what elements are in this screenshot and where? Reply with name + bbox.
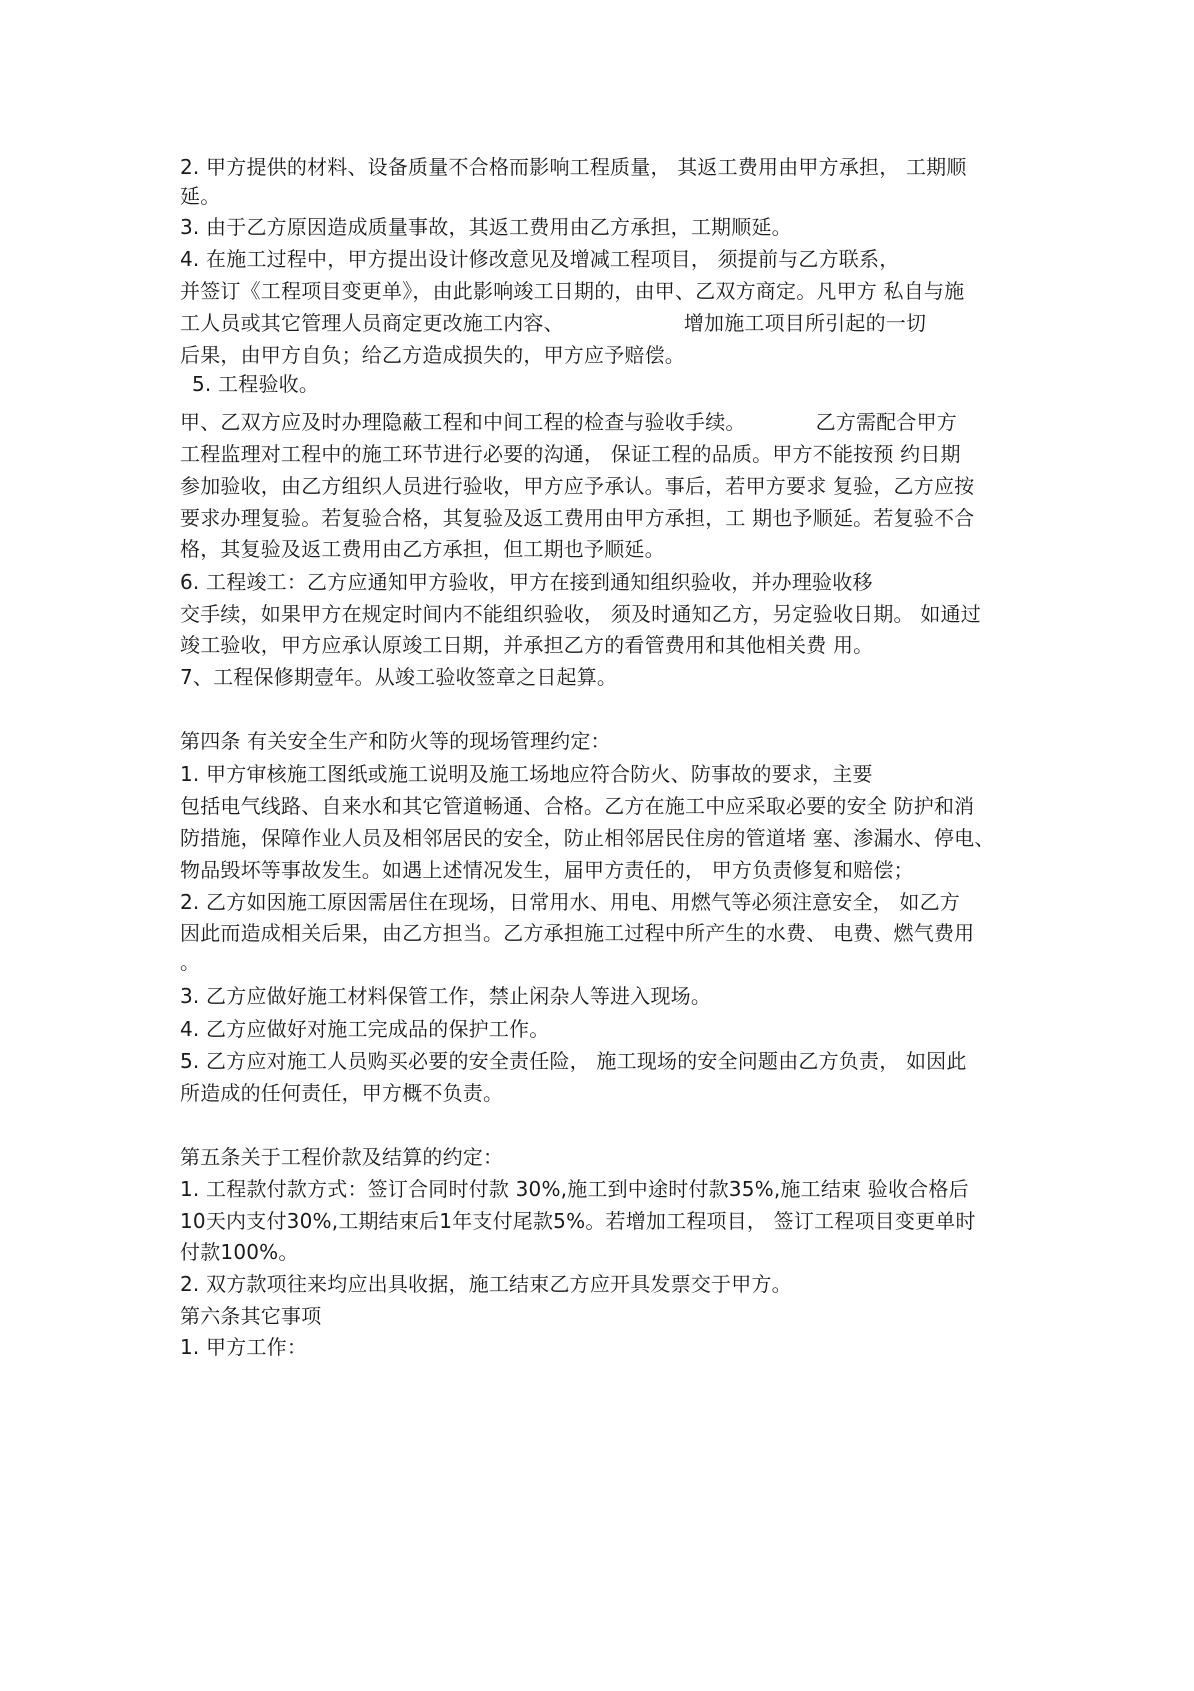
text-line: 所造成的任何责任，甲方概不负责。 — [180, 1081, 504, 1105]
text-line: 4. 在施工过程中，甲方提出设计修改意见及增减工程项目， 须提前与乙方联系， — [180, 247, 900, 271]
text-line: 1. 甲方工作： — [180, 1335, 308, 1359]
text-line: 交手续，如果甲方在规定时间内不能组织验收， 须及时通知乙方，另定验收日期。 如通过 — [180, 602, 981, 626]
text-line: 3. 由于乙方原因造成质量事故，其返工费用由乙方承担，工期顺延。 — [180, 215, 792, 239]
text-line: 4. 乙方应做好对施工完成品的保护工作。 — [180, 1017, 550, 1041]
text-segment: 甲、乙双方应及时办理隐蔽工程和中间工程的检查与验收手续。 — [180, 410, 746, 434]
text-line: 参加验收，由乙方组织人员进行验收，甲方应予承认。事后，若甲方要求 复验，乙方应按 — [180, 474, 975, 498]
text-line — [180, 309, 926, 337]
text-line: 7、工程保修期壹年。从竣工验收签章之日起算。 — [180, 665, 618, 689]
text-line: 6. 工程竣工：乙方应通知甲方验收，甲方在接到通知组织验收，并办理验收移 — [180, 570, 873, 594]
text-line: 因此而造成相关后果，由乙方担当。乙方承担施工过程中所产生的水费、 电费、燃气费用 — [180, 921, 975, 945]
text-line: 3. 乙方应做好施工材料保管工作，禁止闲杂人等进入现场。 — [180, 984, 712, 1008]
text-line: 1. 工程款付款方式：签订合同时付款 30%,施工到中途时付款35%,施工结束 验收合格后 — [180, 1177, 969, 1201]
text-line: 10天内支付30%,工期结束后1年支付尾款5%。若增加工程项目， 签订工程项目变更单时 — [180, 1209, 976, 1233]
text-line: 防措施，保障作业人员及相邻居民的安全，防止相邻居民住房的管道堵 塞、渗漏水、停电、 — [180, 826, 995, 850]
text-line: 1. 甲方审核施工图纸或施工说明及施工场地应符合防火、防事故的要求，主要 — [180, 762, 873, 786]
text-line: 并签订《工程项目变更单》，由此影响竣工日期的，由甲、乙双方商定。凡甲方 私自与施 — [180, 279, 965, 303]
text-line: 2. 乙方如因施工原因需居住在现场，日常用水、用电、用燃气等必须注意安全， 如乙方 — [180, 890, 960, 914]
section-heading: 第五条关于工程价款及结算的约定： — [180, 1145, 504, 1169]
text-segment: 工人员或其它管理人员商定更改施工内容、 — [180, 311, 564, 335]
text-line: 包括电气线路、自来水和其它管道畅通、合格。乙方在施工中应采取必要的安全 防护和消 — [180, 794, 975, 818]
text-segment: 增加施工项目所引起的一切 — [683, 311, 927, 335]
section-heading: 5. 工程验收。 — [192, 372, 320, 396]
text-line: 后果，由甲方自负；给乙方造成损失的，甲方应予赔偿。 — [180, 343, 685, 367]
text-line: 物品毁坏等事故发生。如遇上述情况发生，届甲方责任的， 甲方负责修复和赔偿； — [180, 858, 914, 882]
text-line: 2. 双方款项往来均应出具收据，施工结束乙方应开具发票交于甲方。 — [180, 1272, 792, 1296]
text-line — [180, 408, 957, 436]
text-line: 2. 甲方提供的材料、设备质量不合格而影响工程质量， 其返工费用由甲方承担， 工期顺 — [180, 155, 967, 179]
text-line: 工程监理对工程中的施工环节进行必要的沟通， 保证工程的品质。甲方不能按预 约日期 — [180, 442, 961, 466]
text-line: 延。 — [180, 184, 221, 208]
text-segment: 乙方需配合甲方 — [815, 410, 958, 434]
text-line: 。 — [180, 950, 201, 974]
text-line: 5. 乙方应对施工人员购买必要的安全责任险， 施工现场的安全问题由乙方负责， 如因此 — [180, 1049, 967, 1073]
section-heading: 第六条其它事项 — [180, 1304, 322, 1328]
text-line: 竣工验收，甲方应承认原竣工日期，并承担乙方的看管费用和其他相关费 用。 — [180, 633, 874, 657]
text-line: 格，其复验及返工费用由乙方承担，但工期也予顺延。 — [180, 537, 665, 561]
section-heading: 第四条 有关安全生产和防火等的现场管理约定： — [180, 729, 611, 753]
text-line: 要求办理复验。若复验合格，其复验及返工费用由甲方承担，工 期也予顺延。若复验不合 — [180, 506, 975, 530]
text-line: 付款100%。 — [180, 1240, 299, 1264]
